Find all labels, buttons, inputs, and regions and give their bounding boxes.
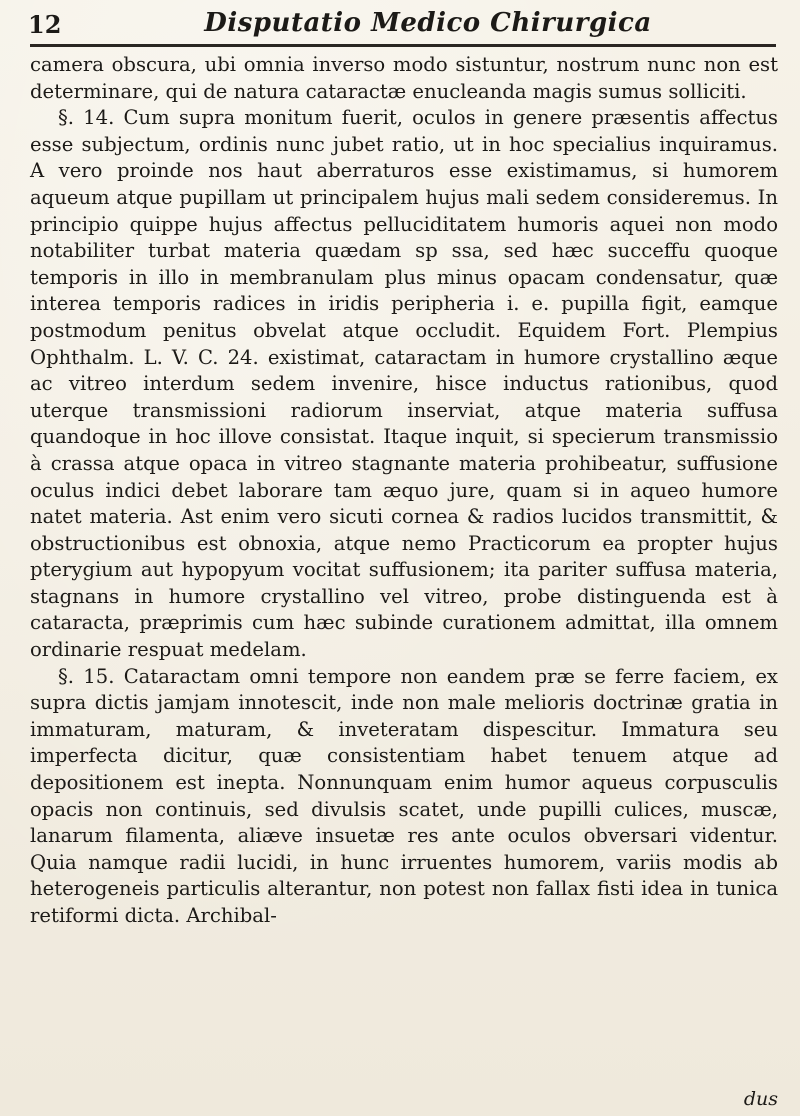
page-number: 12 xyxy=(28,10,62,39)
paragraph-section-14: §. 14. Cum supra monitum fuerit, oculos in genere præsentis affectus esse subjectum, ordinis nunc jubet ratio, ut in hoc specialius inquiramus. A vero proinde nos haut aberraturos esse existimamus, si humorem aqueum atque pupillam ut principalem hujus mali sedem consideremus. In principio quippe hujus affectus pelluciditatem humoris aquei non modo notabiliter turbat materia quædam sp ssa, sed hæc succeffu quoque temporis in illo in membranulam plus minus opacam condensatur, quæ interea temporis radices in iridis peripheria i. e. pupilla figit, eamque postmodum penitus obvelat atque occludit. Equidem Fort. Plempius Ophthalm. L. V. C. 24. existimat, cataractam in humore crystallino æque ac vitreo interdum sedem invenire, hisce inductus rationibus, quod uterque transmissioni radiorum inserviat, atque materia suffusa quandoque in hoc illove consistat. Itaque inquit, si specierum transmissio à crassa atque opaca in vitreo stagnante materia prohibeatur, suffusione oculus indici debet laborare tam æquo jure, quam si in aqueo humore natet materia. Ast enim vero sicuti cornea & radios lucidos transmittit, & obstructionibus est obnoxia, atque nemo Practicorum ea propter hujus pterygium aut hypopyum vocitat suffusionem; ita pariter suffusa materia, stagnans in humore crystallino vel vitreo, probe distinguenda est à cataracta, præprimis cum hæc subinde curationem admittat, illa omnem ordinarie respuat medelam. xyxy=(30,106,778,662)
header-rule xyxy=(30,44,776,47)
body-text xyxy=(30,52,778,930)
running-title: Disputatio Medico Chirurgica xyxy=(204,8,652,38)
paragraph-section-15: §. 15. Cataractam omni tempore non eandem præ se ferre faciem, ex supra dictis jamjam innotescit, inde non male melioris doctrinæ gratia in immaturam, maturam, & inveteratam dispescitur. Immatura seu imperfecta dicitur, quæ consistentiam habet tenuem atque ad depositionem est inepta. Nonnunquam enim humor aqueus corpusculis opacis non continuis, sed divulsis scatet, unde pupilli culices, muscæ, lanarum filamenta, aliæve insuetæ res ante oculos obversari videntur. Quia namque radii lucidi, in hunc irruentes humorem, variis modis ab heterogeneis particulis alterantur, non potest non fallax fisti idea in tunica retiformi dicta. Archibal- xyxy=(30,664,778,927)
catchword: dus xyxy=(743,1088,778,1110)
paragraph-continuation: camera obscura, ubi omnia inverso modo sistuntur, nostrum nunc non est determinare, qui de natura cataractæ enucleanda magis sumus solliciti. xyxy=(30,53,778,103)
page-header xyxy=(28,8,778,38)
